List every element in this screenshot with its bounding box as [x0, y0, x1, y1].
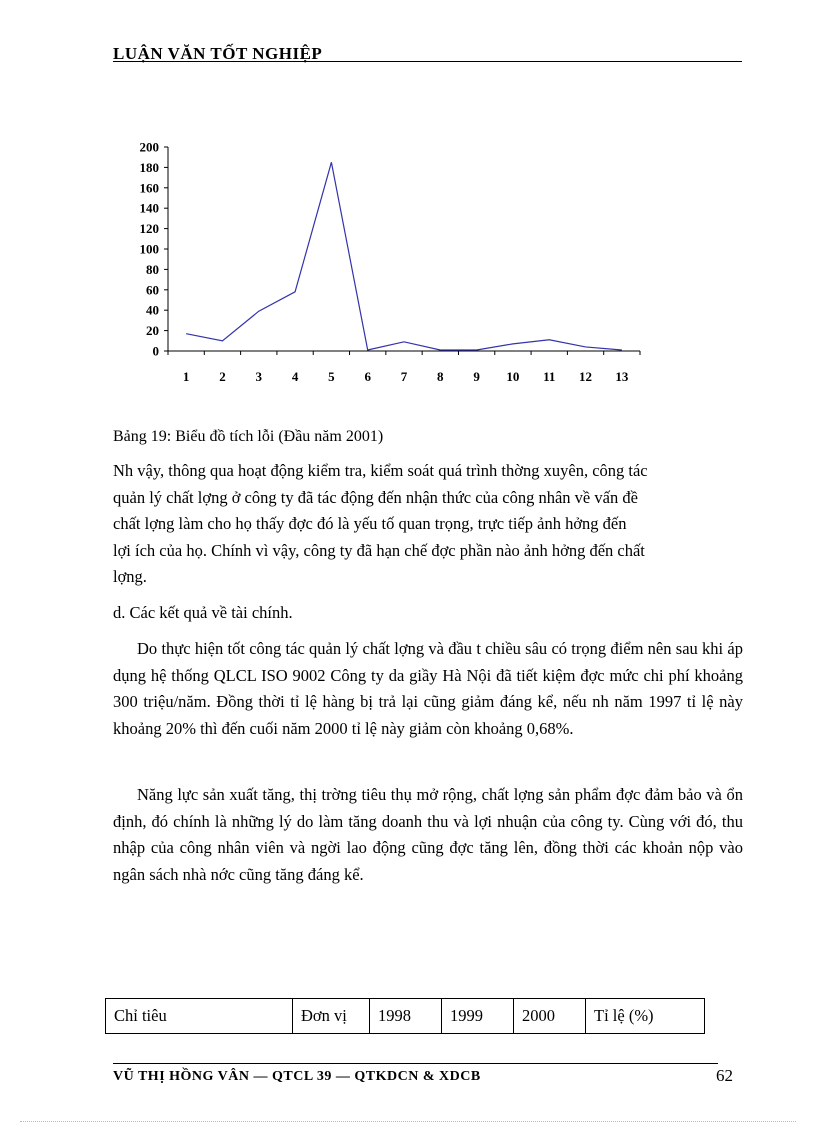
header-divider: [113, 61, 742, 62]
text-line: Nh vậy, thông qua hoạt động kiểm tra, kiểm soát quá trình thờng xuyên, công tác: [113, 461, 648, 480]
x-tick-label: 9: [473, 369, 480, 384]
y-tick-label: 0: [152, 343, 159, 359]
y-tick-label: 180: [139, 159, 159, 175]
page-number: 62: [716, 1066, 733, 1085]
text-line: lợi ích của họ. Chính vì vậy, công ty đã hạn chế đợc phần nào ảnh hởng đến chất: [113, 540, 645, 560]
y-tick-label: 120: [139, 221, 159, 237]
error-series-line: [186, 162, 622, 350]
page-edge: [20, 1121, 796, 1122]
x-tick-label: 4: [291, 369, 299, 384]
y-tick-label: 80: [146, 261, 159, 277]
x-tick-label: 7: [400, 369, 408, 384]
error-accumulation-chart: [110, 135, 660, 395]
y-tick-label: 40: [146, 302, 159, 318]
table-header-row: [106, 999, 705, 1034]
y-tick-label: 140: [139, 200, 159, 216]
y-axis-ticks: [140, 140, 169, 359]
x-tick-label: 3: [255, 369, 263, 384]
y-tick-label: 200: [139, 139, 159, 155]
table-header-cell: 1998: [370, 999, 442, 1034]
table-header-cell: 2000: [514, 999, 586, 1034]
paragraph-cost-savings: Do thực hiện tốt công tác quản lý chất lợng và đầu t chiều sâu có trọng điểm nên sau khi áp dụng hệ thống QLCL ISO 9002 Công ty da giầy Hà Nội đã tiết kiệm đợc mức chi phí khoảng 300 triệu/năm. Đồng thời tỉ lệ hàng bị trả lại cũng giảm đáng kể, nếu nh năm 1997 tỉ lệ này khoảng 20% thì đến cuối năm 2000 tỉ lệ này giảm còn khoảng 0,68%.: [113, 639, 743, 738]
table-header-cell: 1999: [442, 999, 514, 1034]
text-line: lợng.: [113, 567, 147, 586]
x-tick-label: 2: [219, 369, 226, 384]
text-line: chất lợng làm cho họ thấy đợc đó là yếu tố quan trọng, trực tiếp ảnh hởng đến: [113, 514, 627, 533]
x-tick-label: 12: [579, 369, 593, 384]
y-tick-label: 60: [146, 282, 159, 298]
x-tick-label: 13: [615, 369, 629, 384]
y-tick-label: 20: [146, 323, 159, 339]
x-tick-label: 1: [182, 369, 190, 384]
table-header-cell: Tỉ lệ (%): [586, 999, 705, 1034]
x-tick-label: 10: [506, 369, 520, 384]
text-line: quản lý chất lợng ở công ty đã tác động đến nhận thức của công nhân về vấn đề: [113, 487, 638, 507]
page-header-title: LUẬN VĂN TỐT NGHIỆP: [113, 44, 323, 63]
section-heading-financial-results: d. Các kết quả về tài chính.: [113, 603, 293, 622]
table-header-cell: Đơn vị: [293, 999, 370, 1034]
y-tick-label: 100: [139, 241, 159, 257]
y-tick-label: 160: [139, 180, 159, 196]
paragraph-production-growth: Năng lực sản xuất tăng, thị trờng tiêu thụ mở rộng, chất lợng sản phẩm đợc đảm bảo và ổn định, đó chính là những lý do làm tăng doanh thu và lợi nhuận của công ty. Cùng với đó, thu nhập của công nhân viên và ngời lao động cũng đợc tăng lên, đồng thời các khoản nộp vào ngân sách nhà nớc cũng tăng đáng kể.: [113, 785, 743, 884]
paragraph-quality-awareness: [113, 458, 743, 591]
x-tick-label: 6: [364, 369, 371, 384]
x-tick-label: 11: [543, 369, 556, 384]
table-header-cell: Chỉ tiêu: [106, 999, 293, 1034]
financial-indicators-table: [105, 998, 705, 1034]
x-axis-ticks: [168, 351, 640, 384]
x-tick-label: 8: [437, 369, 444, 384]
chart-caption: Bảng 19: Biểu đồ tích lỗi (Đầu năm 2001): [113, 428, 384, 445]
footer-divider: [113, 1063, 718, 1064]
footer-author: VŨ THỊ HỒNG VÂN — QTCL 39 — QTKDCN & XDCB: [113, 1069, 481, 1084]
x-tick-label: 5: [328, 369, 335, 384]
